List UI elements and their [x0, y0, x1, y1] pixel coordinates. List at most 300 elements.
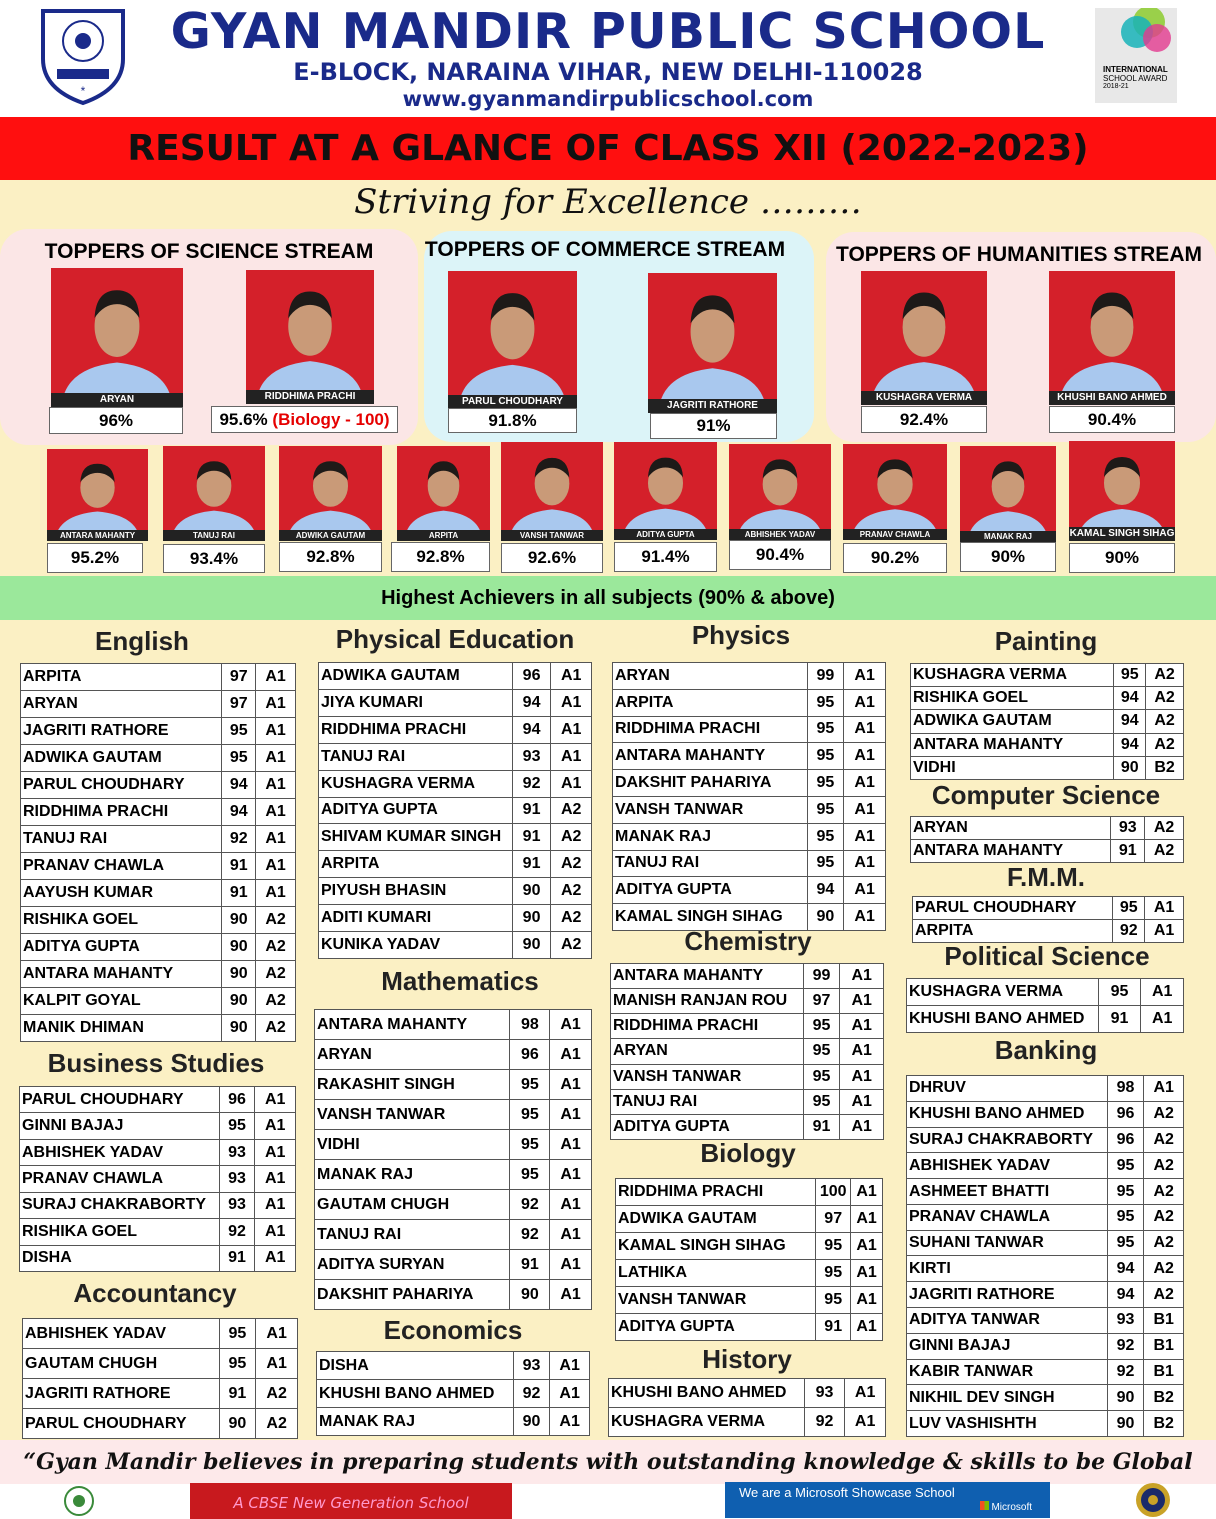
marks: 92	[804, 1408, 845, 1437]
marks: 92	[1113, 920, 1145, 943]
eco-club-logo	[55, 1485, 103, 1517]
table-row	[907, 1076, 1184, 1102]
student-name: RAKASHIT SINGH	[315, 1070, 510, 1100]
grade: A1	[844, 716, 886, 743]
chemistry-table	[610, 963, 884, 1140]
table-row	[613, 823, 886, 850]
photo-nameplate: ADWIKA GAUTAM	[279, 530, 382, 541]
table-row	[907, 979, 1184, 1006]
marks: 91	[222, 880, 256, 907]
score-box	[1069, 543, 1175, 573]
grade: B2	[1144, 1385, 1184, 1411]
history-table	[608, 1378, 886, 1437]
grade: A1	[255, 1113, 296, 1139]
microsoft-showcase-badge	[725, 1482, 1050, 1518]
table-row	[911, 756, 1184, 779]
marks: 90	[1114, 756, 1146, 779]
marks: 98	[1107, 1076, 1144, 1102]
marks: 91	[512, 797, 551, 824]
student-name: SUHANI TANWAR	[907, 1230, 1108, 1256]
table-row	[319, 689, 592, 716]
student-name: ABHISHEK YADAV	[20, 1139, 220, 1165]
maths-table	[314, 1009, 592, 1310]
grade: A1	[255, 1219, 296, 1245]
score-value: 95.6%	[219, 410, 268, 429]
marks: 91	[219, 1379, 256, 1409]
table-row	[319, 743, 592, 770]
student-name: KUNIKA YADAV	[319, 932, 513, 959]
marks: 95	[1098, 979, 1141, 1006]
marks: 96	[512, 663, 551, 690]
award-text-3: 2018-21	[1103, 83, 1129, 90]
table-row	[315, 1160, 592, 1190]
accountancy-table	[22, 1318, 298, 1439]
grade: A1	[256, 853, 296, 880]
student-name: JAGRITI RATHORE	[907, 1282, 1108, 1308]
marks: 90	[222, 934, 256, 961]
table-row	[319, 878, 592, 905]
table-row	[907, 1411, 1184, 1437]
table-row	[907, 1282, 1184, 1308]
marks: 95	[222, 718, 256, 745]
table-row	[21, 1015, 296, 1042]
marks: 100	[816, 1179, 851, 1206]
grade: A1	[550, 1100, 592, 1130]
marks: 95	[807, 716, 844, 743]
score-value: 90.4%	[755, 545, 805, 564]
score-box	[211, 406, 398, 433]
student-name: VIDHI	[911, 756, 1114, 779]
student-name: ABHISHEK YADAV	[907, 1153, 1108, 1179]
marks: 95	[219, 1349, 256, 1379]
marks: 95	[807, 850, 844, 877]
table-row	[315, 1070, 592, 1100]
photo-nameplate: TANUJ RAI	[163, 530, 265, 541]
table-row	[315, 1040, 592, 1070]
grade: A2	[256, 988, 296, 1015]
score-value: 92.8%	[416, 547, 465, 566]
table-row	[23, 1409, 298, 1439]
table-row	[907, 1179, 1184, 1205]
table-row	[21, 853, 296, 880]
grade: A1	[550, 1220, 592, 1250]
photo-nameplate: KAMAL SINGH SIHAG	[1069, 528, 1175, 539]
photo-nameplate: ABHISHEK YADAV	[729, 529, 831, 540]
grade: A1	[550, 1408, 590, 1436]
photo-nameplate: RIDDHIMA PRACHI	[246, 390, 374, 404]
marks: 90	[512, 905, 551, 932]
marks: 98	[510, 1010, 550, 1040]
table-row	[911, 710, 1184, 733]
marks: 94	[222, 799, 256, 826]
table-row	[21, 961, 296, 988]
grade: A1	[256, 880, 296, 907]
grade: B2	[1146, 756, 1184, 779]
table-row	[319, 716, 592, 743]
student-name: DISHA	[317, 1352, 514, 1380]
student-name: VANSH TANWAR	[315, 1100, 510, 1130]
marks: 95	[803, 1014, 840, 1039]
marks: 95	[219, 1113, 255, 1139]
student-name: ADITI KUMARI	[319, 905, 513, 932]
marks: 97	[222, 691, 256, 718]
table-row	[319, 797, 592, 824]
marks: 95	[807, 689, 844, 716]
marks: 92	[222, 826, 256, 853]
grade: A2	[1146, 710, 1184, 733]
photo-nameplate: VANSH TANWAR	[501, 530, 603, 541]
table-row	[317, 1352, 590, 1380]
student-name: ARPITA	[21, 664, 222, 691]
student-name: PIYUSH BHASIN	[319, 878, 513, 905]
grade: B2	[1144, 1411, 1184, 1437]
marks: 95	[222, 745, 256, 772]
student-name: PRANAV CHAWLA	[907, 1204, 1108, 1230]
marks: 99	[807, 663, 844, 690]
grade: A1	[844, 663, 886, 690]
student-name: ARYAN	[315, 1040, 510, 1070]
table-row	[616, 1287, 883, 1314]
table-row	[315, 1100, 592, 1130]
grade: A1	[845, 1379, 886, 1408]
marks: 95	[510, 1130, 550, 1160]
table-row	[611, 1014, 884, 1039]
table-row	[20, 1087, 296, 1113]
student-name: KALPIT GOYAL	[21, 988, 222, 1015]
footer-quote: “Gyan Mandir believes in preparing students with outstanding knowledge & skills to be Global	[0, 1440, 1216, 1484]
table-row	[20, 1219, 296, 1245]
student-name: TANUJ RAI	[613, 850, 808, 877]
table-row	[319, 663, 592, 690]
marks: 92	[219, 1219, 255, 1245]
grade: A1	[256, 664, 296, 691]
grade: A2	[551, 824, 592, 851]
grade: A1	[256, 1349, 298, 1379]
score-value: 96%	[98, 411, 134, 430]
microsoft-showcase-text: We are a Microsoft Showcase School	[739, 1485, 955, 1500]
marks: 93	[219, 1166, 255, 1192]
table-row	[611, 1039, 884, 1064]
student-name: PARUL CHOUDHARY	[20, 1087, 220, 1113]
marks: 90	[513, 1408, 550, 1436]
marks: 93	[1111, 817, 1145, 840]
score-box	[163, 544, 265, 573]
table-row	[613, 716, 886, 743]
science-stream-title: TOPPERS OF SCIENCE STREAM	[44, 240, 374, 263]
physics-subject-title: Physics	[691, 620, 791, 650]
physed-table	[318, 662, 592, 959]
student-name: KUSHAGRA VERMA	[911, 664, 1114, 687]
grade: B1	[1144, 1359, 1184, 1385]
student-name: ADITYA SURYAN	[315, 1250, 510, 1280]
photo-nameplate: ARYAN	[51, 393, 183, 407]
marks: 90	[512, 878, 551, 905]
marks: 96	[219, 1087, 255, 1113]
photo-nameplate: ANTARA MAHANTY	[47, 530, 148, 541]
biology-subject-title: Biology	[700, 1138, 796, 1168]
grade: B1	[1144, 1308, 1184, 1334]
grade: A1	[256, 745, 296, 772]
score-value: 92.6%	[527, 548, 577, 567]
grade: A1	[844, 850, 886, 877]
english-table	[20, 663, 296, 1042]
marks: 90	[512, 932, 551, 959]
student-name: KAMAL SINGH SIHAG	[613, 904, 808, 931]
grade: A1	[840, 1114, 884, 1139]
student-name: ANTARA MAHANTY	[613, 743, 808, 770]
student-name: ADITYA GUPTA	[613, 877, 808, 904]
table-row	[613, 850, 886, 877]
table-row	[907, 1256, 1184, 1282]
table-row	[616, 1260, 883, 1287]
grade: A1	[840, 989, 884, 1014]
table-row	[911, 664, 1184, 687]
grade: A1	[550, 1380, 590, 1408]
student-name: ANTARA MAHANTY	[315, 1010, 510, 1040]
table-row	[21, 799, 296, 826]
marks: 93	[512, 743, 551, 770]
table-row	[315, 1250, 592, 1280]
student-name: NIKHIL DEV SINGH	[907, 1385, 1108, 1411]
student-name: KUSHAGRA VERMA	[609, 1408, 805, 1437]
grade: A2	[1144, 1127, 1184, 1153]
table-row	[613, 770, 886, 797]
student-name: ADITYA GUPTA	[616, 1314, 816, 1341]
score-box	[1049, 406, 1175, 433]
grade: A2	[551, 932, 592, 959]
marks: 94	[512, 689, 551, 716]
marks: 99	[803, 964, 840, 989]
table-row	[20, 1166, 296, 1192]
student-name: DHRUV	[907, 1076, 1108, 1102]
fmm-table	[912, 896, 1184, 943]
marks: 92	[513, 1380, 550, 1408]
student-name: DISHA	[20, 1245, 220, 1271]
grade: A1	[844, 877, 886, 904]
score-box	[960, 542, 1056, 572]
marks: 92	[1107, 1359, 1144, 1385]
table-row	[907, 1101, 1184, 1127]
marks: 94	[1107, 1282, 1144, 1308]
grade: A2	[1146, 687, 1184, 710]
student-name: SURAJ CHAKRABORTY	[907, 1127, 1108, 1153]
student-name: ADITYA GUPTA	[611, 1114, 804, 1139]
student-name: ADITYA GUPTA	[21, 934, 222, 961]
marks: 94	[1114, 733, 1146, 756]
grade: A2	[1144, 1179, 1184, 1205]
table-row	[611, 1089, 884, 1114]
marks: 94	[807, 877, 844, 904]
score-value: 93.4%	[189, 549, 239, 568]
grade: A1	[1145, 920, 1184, 943]
grade: A1	[550, 1190, 592, 1220]
table-row	[613, 877, 886, 904]
student-name: GAUTAM CHUGH	[315, 1190, 510, 1220]
table-row	[319, 851, 592, 878]
grade: A1	[551, 743, 592, 770]
grade: A1	[840, 1039, 884, 1064]
marks: 95	[807, 823, 844, 850]
table-row	[21, 907, 296, 934]
economics-table	[316, 1351, 590, 1436]
grade: A1	[551, 716, 592, 743]
grade: A1	[1141, 1006, 1184, 1033]
student-name: LUV VASHISHTH	[907, 1411, 1108, 1437]
marks: 92	[510, 1190, 550, 1220]
grade: A1	[1145, 897, 1184, 920]
student-name: ARYAN	[911, 817, 1111, 840]
student-photo	[246, 270, 374, 404]
table-row	[613, 743, 886, 770]
student-name: TANUJ RAI	[611, 1089, 804, 1114]
table-row	[611, 1064, 884, 1089]
grade: A1	[551, 689, 592, 716]
table-row	[911, 817, 1184, 840]
table-row	[20, 1139, 296, 1165]
student-photo	[960, 446, 1056, 542]
table-row	[21, 880, 296, 907]
humanities-stream-title: TOPPERS OF HUMANITIES STREAM	[836, 243, 1202, 266]
student-name: DAKSHIT PAHARIYA	[613, 770, 808, 797]
student-name: ADITYA GUPTA	[319, 797, 513, 824]
grade: A2	[256, 934, 296, 961]
grade: A1	[845, 1408, 886, 1437]
history-subject-title: History	[702, 1344, 792, 1374]
table-row	[315, 1130, 592, 1160]
marks: 95	[510, 1100, 550, 1130]
photo-nameplate: ARPITA	[397, 530, 490, 541]
marks: 93	[804, 1379, 845, 1408]
marks: 91	[510, 1250, 550, 1280]
grade: A1	[1144, 1076, 1184, 1102]
score-value: 90.4%	[1087, 410, 1137, 429]
svg-text:*: *	[80, 84, 86, 98]
student-photo	[614, 442, 717, 540]
student-name: RIDDHIMA PRACHI	[613, 716, 808, 743]
student-photo	[51, 268, 183, 407]
student-photo	[501, 442, 603, 541]
marks: 91	[816, 1314, 851, 1341]
grade: A1	[844, 770, 886, 797]
table-row	[613, 663, 886, 690]
marks: 90	[510, 1280, 550, 1310]
cs-table	[910, 816, 1184, 863]
table-row	[911, 733, 1184, 756]
marks: 95	[816, 1287, 851, 1314]
student-photo	[861, 271, 987, 405]
grade: A1	[550, 1010, 592, 1040]
student-name: PARUL CHOUDHARY	[21, 772, 222, 799]
banking-table	[906, 1075, 1184, 1437]
grade: A1	[550, 1250, 592, 1280]
marks: 90	[222, 988, 256, 1015]
school-name: GYAN MANDIR PUBLIC SCHOOL	[170, 3, 1046, 60]
score-box	[49, 407, 183, 434]
table-row	[317, 1380, 590, 1408]
student-name: RIDDHIMA PRACHI	[21, 799, 222, 826]
marks: 94	[512, 716, 551, 743]
student-name: GINNI BAJAJ	[907, 1333, 1108, 1359]
marks: 95	[803, 1089, 840, 1114]
grade: A1	[256, 772, 296, 799]
grade: A1	[844, 796, 886, 823]
student-name: ANTARA MAHANTY	[21, 961, 222, 988]
grade: A1	[851, 1260, 883, 1287]
student-name: VANSH TANWAR	[611, 1064, 804, 1089]
grade: A1	[550, 1130, 592, 1160]
student-name: VANSH TANWAR	[616, 1287, 816, 1314]
grade: A2	[1145, 840, 1184, 863]
table-row	[23, 1379, 298, 1409]
grade: A1	[255, 1087, 296, 1113]
student-name: ARYAN	[613, 663, 808, 690]
commerce-stream-title: TOPPERS OF COMMERCE STREAM	[424, 238, 786, 261]
score-value: 92.8%	[306, 547, 355, 566]
student-name: RISHIKA GOEL	[21, 907, 222, 934]
cs-subject-title: Computer Science	[931, 780, 1161, 810]
score-box	[614, 542, 717, 572]
table-row	[319, 932, 592, 959]
score-box	[843, 543, 947, 573]
grade: A1	[844, 689, 886, 716]
table-row	[907, 1153, 1184, 1179]
grade: A1	[255, 1245, 296, 1271]
grade: A1	[255, 1166, 296, 1192]
table-row	[20, 1113, 296, 1139]
marks: 91	[1098, 1006, 1141, 1033]
marks: 92	[1107, 1333, 1144, 1359]
student-name: LATHIKA	[616, 1260, 816, 1287]
marks: 90	[1107, 1385, 1144, 1411]
student-name: KIRTI	[907, 1256, 1108, 1282]
table-row	[21, 934, 296, 961]
student-name: VIDHI	[315, 1130, 510, 1160]
grade: A1	[844, 823, 886, 850]
student-name: ARYAN	[611, 1039, 804, 1064]
grade: A2	[1145, 817, 1184, 840]
table-row	[613, 689, 886, 716]
grade: A1	[1141, 979, 1184, 1006]
school-website[interactable]: www.gyanmandirpublicschool.com	[402, 87, 814, 111]
student-name: RISHIKA GOEL	[911, 687, 1114, 710]
marks: 93	[1107, 1308, 1144, 1334]
achievers-heading: Highest Achievers in all subjects (90% & above)	[0, 576, 1216, 620]
table-row	[609, 1408, 886, 1437]
table-row	[23, 1349, 298, 1379]
student-name: ARPITA	[913, 920, 1113, 943]
marks: 94	[222, 772, 256, 799]
score-box	[729, 540, 831, 570]
table-row	[315, 1010, 592, 1040]
marks: 97	[803, 989, 840, 1014]
marks: 95	[816, 1260, 851, 1287]
student-name: KHUSHI BANO AHMED	[907, 1006, 1099, 1033]
school-seal-logo	[1128, 1482, 1178, 1518]
photo-nameplate: JAGRITI RATHORE	[648, 399, 777, 413]
grade: A2	[256, 907, 296, 934]
student-name: KHUSHI BANO AHMED	[907, 1101, 1108, 1127]
grade: A1	[840, 1064, 884, 1089]
student-name: ANTARA MAHANTY	[911, 840, 1111, 863]
marks: 95	[510, 1070, 550, 1100]
student-name: ADWIKA GAUTAM	[21, 745, 222, 772]
grade: A1	[851, 1179, 883, 1206]
student-photo	[729, 444, 831, 540]
marks: 96	[1107, 1127, 1144, 1153]
marks: 91	[222, 853, 256, 880]
student-name: KAMAL SINGH SIHAG	[616, 1233, 816, 1260]
student-name: MANISH RANJAN ROU	[611, 989, 804, 1014]
